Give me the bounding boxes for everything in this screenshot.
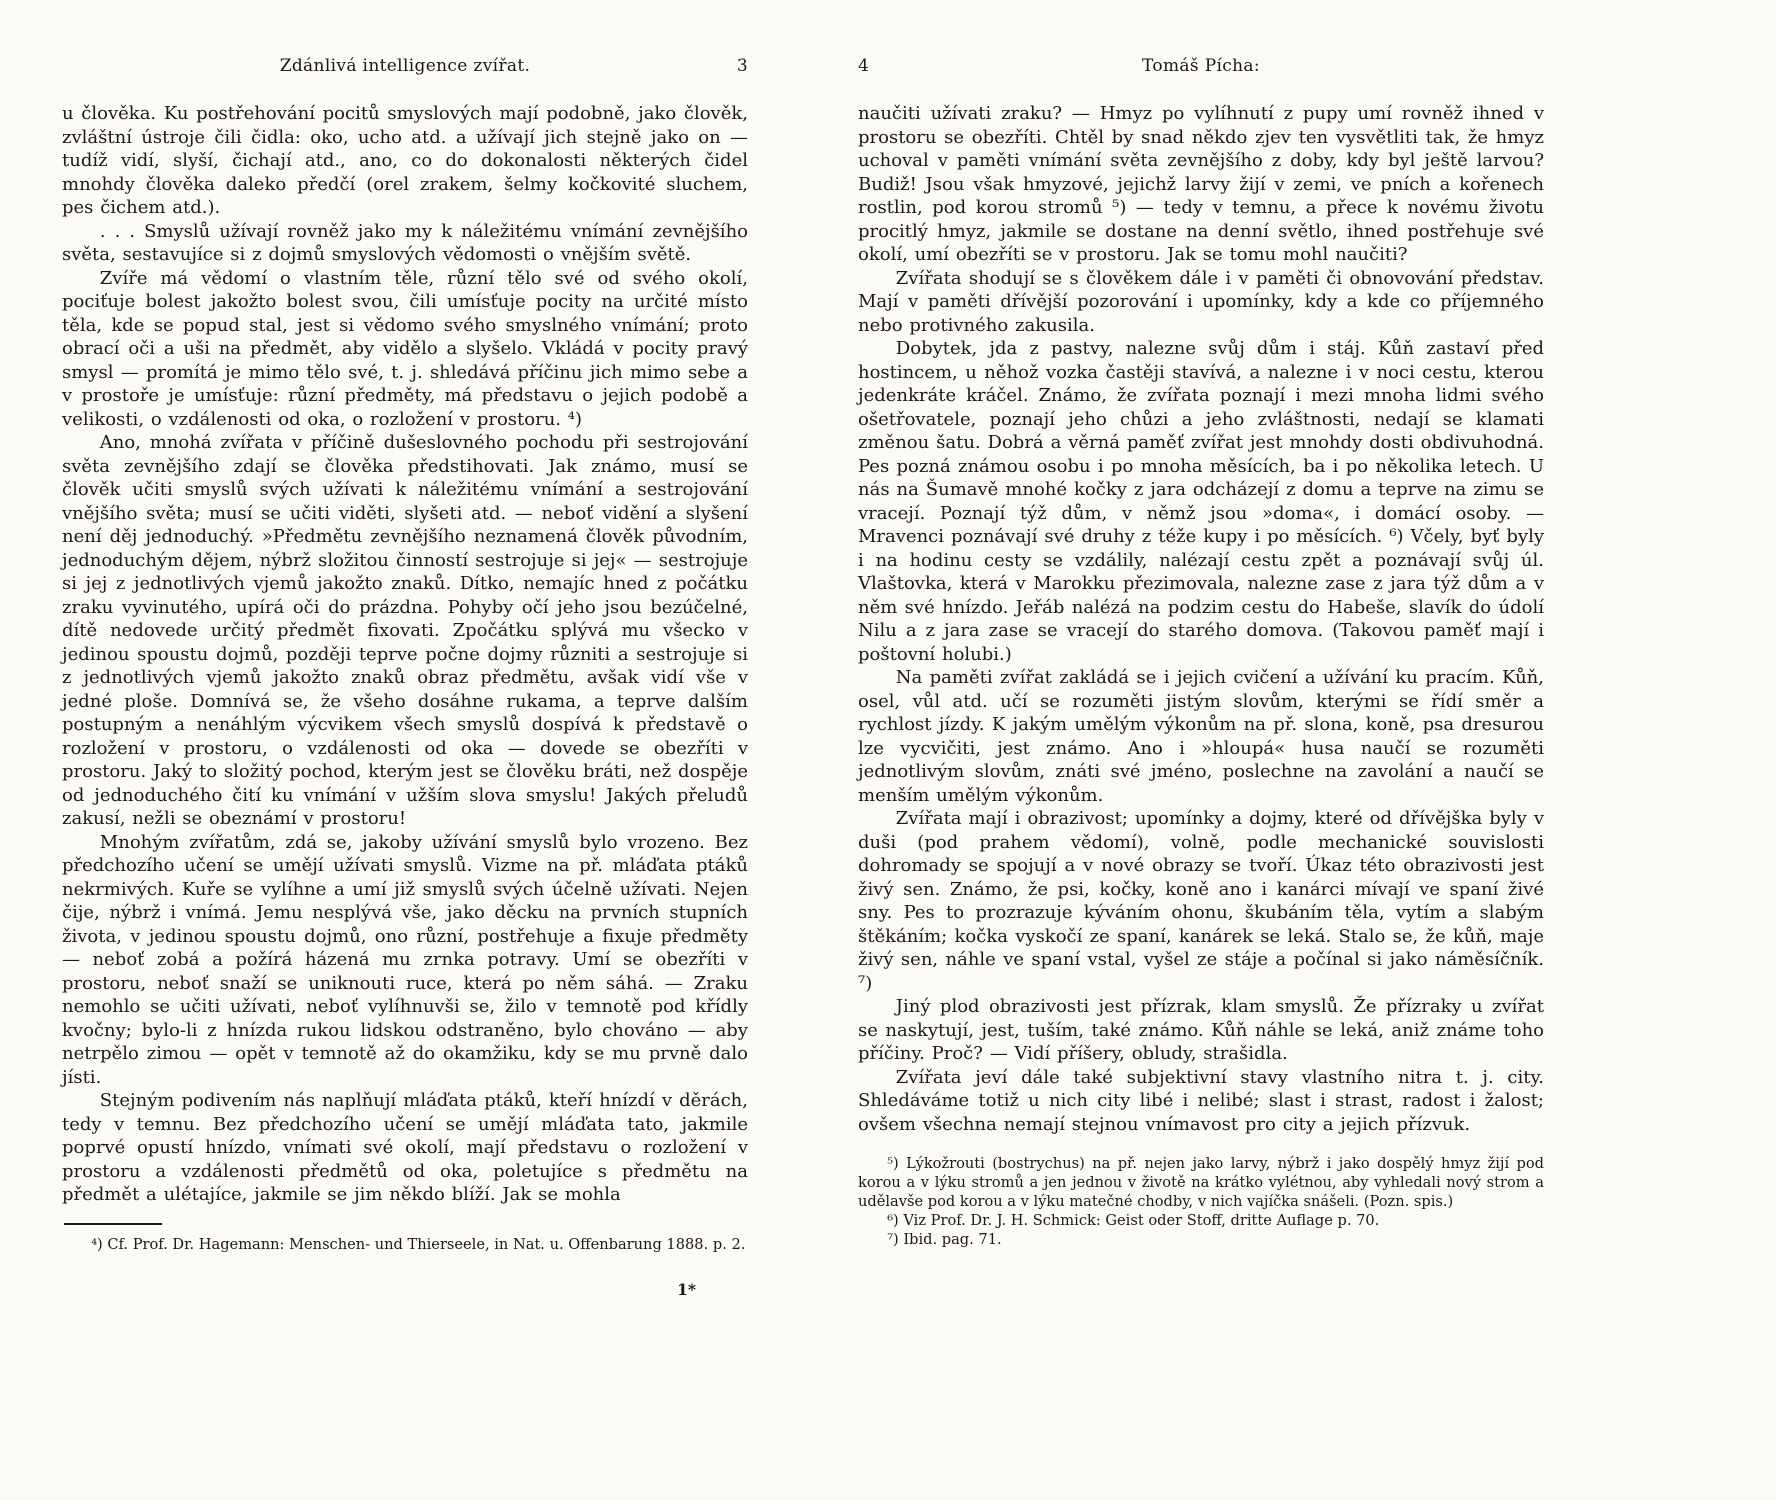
paragraph: Zvíře má vědomí o vlastním těle, různí tělo své od svého okolí, pociťuje bolest jakožto bolest svou, čili umísťuje pocity na určité místo těla, kde se popud stal, jest si vědomo svého smyslného vnímání; proto obrací oči a uši na předmět, aby vidělo a slyšelo. Vkládá v pocity pravý smysl — promítá je mimo tělo své, t. j. shledává příčinu jich mimo sebe a v prostoře je umísťuje: různí předměty, má představu o jejich podobě a velikosti, o vzdálenosti od oka, o rozložení v prostoru. ⁴) bbox=[62, 267, 748, 430]
paragraph: Zvířata jeví dále také subjektivní stavy vlastního nitra t. j. city. Shledáváme totiž u nich city libé i nelibé; slast i strast, radost i žalost; ovšem všechna nemají stejnou vnímavost pro city a jejich přízvuk. bbox=[858, 1066, 1544, 1135]
paragraph: Stejným podivením nás naplňují mláďata ptáků, kteří hnízdí v děrách, tedy v temnu. Bez předchozího učení se umějí mláďata tato, jakmile poprvé opustí hnízdo, vnímati své okolí, mají představu o rozložení v prostoru a vzdálenosti předmětů od oka, poletujíce s předmětu na předmět a ulétajíce, jakmile se jim někdo blíží. Jak se mohla bbox=[62, 1090, 748, 1205]
signature-mark: 1* bbox=[677, 1279, 696, 1299]
paragraph: Jiný plod obrazivosti jest přízrak, klam smyslů. Že přízraky u zvířat se naskytují, jest, tuším, také známo. Kůň náhle se leká, aniž známe toho příčiny. Proč? — Vidí příšery, obludy, strašidla. bbox=[858, 996, 1544, 1064]
paragraph: Ano, mnohá zvířata v příčině dušeslovného pochodu při sestrojování světa zevnějšího zdají se člověka předstihovati. Jak známo, musí se člověk učiti smyslů svých užívati k náležitému vnímání a sestrojování vnějšího světa; musí se učiti viděti, slyšeti atd. — neboť vidění a slyšení není děj jednoduchý. »Předmětu zevnějšího neznamená člověk původním, jednoduchým dějem, nýbrž složitou činností sestrojuje si jej« — sestrojuje si jej z jednotlivých vjemů jakožto znaků. Dítko, nemajíc hned z počátku zraku vyvinutého, upírá oči do prázdna. Pohyby očí jeho jsou bezúčelné, dítě nedovede určitý předmět fixovati. Zpočátku splývá mu všecko v jedinou spoustu dojmů, později teprve počne dojmy různiti a sestrojuje si z jednotlivých vjemů jakožto znaků obraz předmětu, avšak vidí vše v jedné ploše. Domnívá se, že všeho dosáhne rukama, a teprve dalším postupným a nenáhlým výcvikem všech smyslů dospívá k představě o rozložení v prostoru, o vzdálenosti od oka — dovede se obezříti v prostoru. Jaký to složitý pochod, kterým jest se člověku bráti, než dospěje od jednoduchého čití ku vnímání v užším slova smyslu! Jakých přeludů zakusí, nežli se obeznámí v prostoru! bbox=[62, 432, 748, 829]
page-left bbox=[62, 56, 748, 1500]
footnote: ⁶) Viz Prof. Dr. J. H. Schmick: Geist oder Stoff, dritte Auflage p. 70. bbox=[887, 1212, 1380, 1229]
paragraph: Zvířata shodují se s člověkem dále i v paměti či obnovování představ. Mají v paměti dřívější pozorování i upomínky, kdy a kde co příjemného nebo protivného zakusila. bbox=[858, 267, 1544, 336]
paragraph: Zvířata mají i obrazivost; upomínky a dojmy, které od dřívějška byly v duši (pod prahem vědomí), volně, podle mechanické souvislosti dohromady se spojují a v nové obrazy se tvoří. Úkaz této obrazivosti jest živý sen. Známo, že psi, kočky, koně ano i kanárci mívají ve spaní živé sny. Pes to prozrazuje kýváním ohonu, škubáním těla, vytím a slabým štěkáním; kočka vyskočí ze spaní, kanárek se leká. Stalo se, že kůň, maje živý sen, náhle ve spaní vstal, vyšel ze stáje a počínal si jako náměsíčník. ⁷) bbox=[858, 808, 1544, 994]
page-body-right bbox=[858, 102, 1544, 1136]
paragraph: Dobytek, jda z pastvy, nalezne svůj dům i stáj. Kůň zastaví před hostincem, u něhož vozka častěji stavívá, a nalezne i v noci cestu, kterou jedenkráte kráčel. Známo, že zvířata poznají i mezi mnoha lidmi svého ošetřovatele, poznají jeho chůzi a jeho zvláštnosti, nedají se klamati změnou šatu. Dobrá a věrná paměť zvířat jest mnohdy dosti obdivuhodná. Pes pozná známou osobu i po mnoha měsících, ba i po několika letech. U nás na Šumavě mnohé kočky z jara odcházejí z domu a teprve na zimu se vracejí. Poznají týž dům, v němž jsou »doma«, i domácí osoby. — Mravenci poznávají své druhy z téže kupy i po měsících. ⁶) Včely, byť byly i na hodinu cesty se vzdálily, nalézají cestu zpět a poznávají svůj úl. Vlaštovka, která v Marokku přezimovala, nalezne zase z jara týž dům a v něm své hnízdo. Jeřáb nalézá na podzim cestu do Habeše, slavík do údolí Nilu a z jara zase se vracejí do starého domova. (Takovou paměť mají i poštovní holubi.) bbox=[858, 338, 1544, 665]
footnote-separator bbox=[64, 1223, 162, 1225]
page-header-left bbox=[62, 56, 748, 76]
footnote: ⁵) Lýkožrouti (bostrychus) na př. nejen jako larvy, nýbrž i jako dospělý hmyz žijí pod korou a v lýku stromů a jen jednou v životě na krátko vylétnou, aby vyhledali nový strom a udělavše pod korou a v lýku matečné chodby, v nich vajíčka snášeli. (Pozn. spis.) bbox=[858, 1155, 1544, 1210]
running-title-left: Zdánlivá intelligence zvířat. bbox=[279, 56, 531, 76]
footnotes-right bbox=[858, 1154, 1544, 1249]
paragraph: . . . Smyslů užívají rovněž jako my k náležitému vnímání zevnějšího světa, sestavujíce si z dojmů smyslových vědomosti o vnějším světě. bbox=[62, 220, 748, 265]
footnotes-left bbox=[62, 1235, 748, 1254]
paragraph: Mnohým zvířatům, zdá se, jakoby užívání smyslů bylo vrozeno. Bez předchozího učení se umějí užívati smyslů. Vizme na př. mláďata ptáků nekrmivých. Kuře se vylíhne a umí již smyslů svých účelně užívati. Nejen čije, nýbrž i vnímá. Jemu nesplývá vše, jako děcku na prvních stupních života, v jedinou spoustu dojmů, ono různí, postřehuje a fixuje předměty — neboť zobá a požírá házená mu zrnka potravy. Umí se obezříti v prostoru, neboť snaží se uniknouti ruce, která po něm sáhá. — Zraku nemohlo se učiti užívati, neboť vylíhnuvši se, žilo v temnotě pod křídly kvočny; bylo-li z hnízda rukou lidskou odstraněno, bylo chováno — aby netrpělo zimou — opět v temnotě až do okamžiku, kdy se mu prvně dalo jísti. bbox=[62, 831, 748, 1088]
footnote: ⁷) Ibid. pag. 71. bbox=[887, 1231, 1002, 1248]
paragraph: Na paměti zvířat zakládá se i jejich cvičení a užívání ku pracím. Kůň, osel, vůl atd. učí se rozuměti jistým slovům, kterými se řídí směr a rychlost jízdy. K jakým umělým výkonům na př. slona, koně, psa dresurou lze vycvičiti, jest známo. Ano i »hloupá« husa naučí se rozuměti jednotlivým slovům, znáti své jméno, poslechne na zavolání a naučí se menším umělým výkonům. bbox=[858, 667, 1544, 806]
page-right bbox=[858, 56, 1544, 1500]
paragraph: u člověka. Ku postřehování pocitů smyslových mají podobně, jako člověk, zvláštní ústroje čili čidla: oko, ucho atd. a užívají jich stejně jako on — tudíž vidí, slyší, čichají atd., ano, co do dokonalosti některých čidel mnohdy člověka daleko předčí (orel zrakem, šelmy kočkovité sluchem, pes čichem atd.). bbox=[62, 103, 748, 218]
page-number-left: 3 bbox=[736, 56, 748, 76]
running-title-right: Tomáš Pícha: bbox=[1142, 56, 1260, 76]
footnote: ⁴) Cf. Prof. Dr. Hagemann: Menschen- und Thierseele, in Nat. u. Offenbarung 1888. p. 2. bbox=[91, 1235, 746, 1253]
page-body-left bbox=[62, 102, 748, 1207]
paragraph: naučiti užívati zraku? — Hmyz po vylíhnutí z pupy umí rovněž ihned v prostoru se obezříti. Chtěl by snad někdo zjev ten vysvětliti tak, že hmyz uchoval v paměti vnímání světa zevnějšího z doby, kdy byl ještě larvou? Budiž! Jsou však hmyzové, jejichž larvy žijí v zemi, ve pních a kořenech rostlin, pod korou stromů ⁵) — tedy v temnu, a přece k novému životu procitlý hmyz, jakmile se dostane na denní světlo, ihned postřehuje své okolí, umí obezříti se v prostoru. Jak se tomu mohl naučiti? bbox=[858, 103, 1544, 265]
page-number-right: 4 bbox=[858, 56, 870, 76]
page-header-right bbox=[858, 56, 1544, 76]
